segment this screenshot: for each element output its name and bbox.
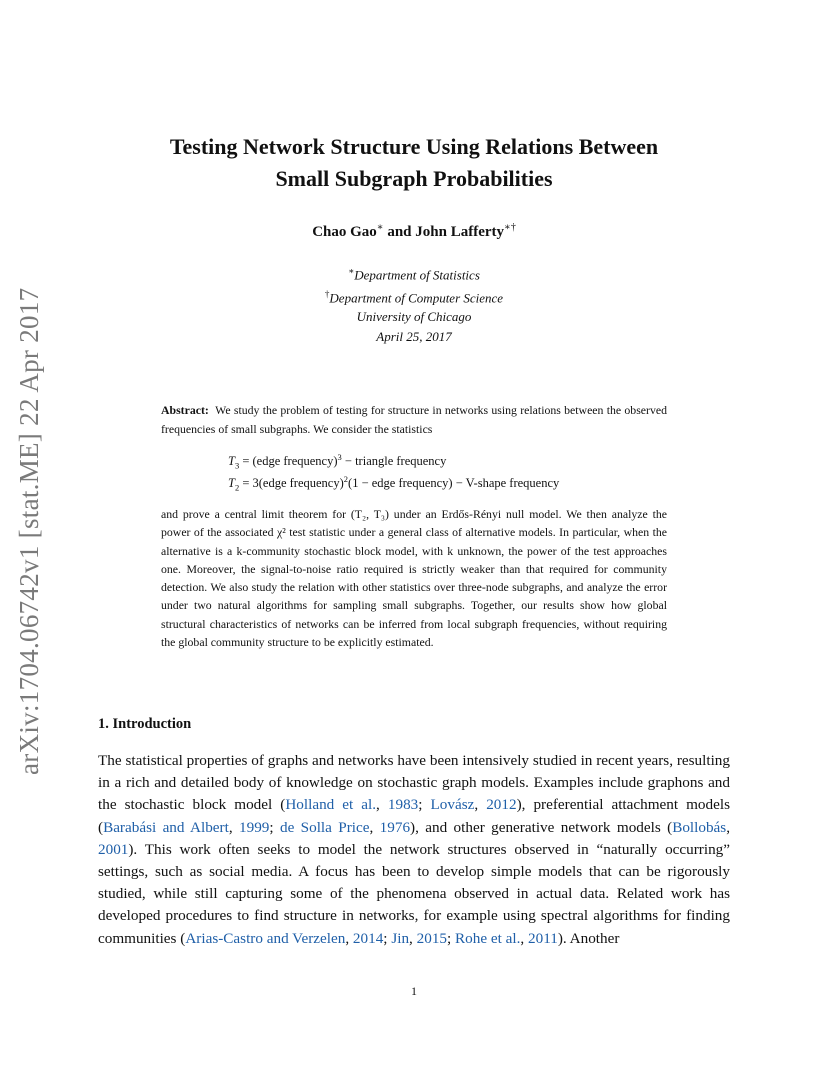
affiliation-1-mark: ∗ <box>348 266 355 276</box>
citation-lovasz-year[interactable]: 2012 <box>486 796 517 814</box>
intro-text: ). This work often seeks to model the network structures observed in “naturally occurring” settings, such as social media. A focus has been to develop simple models that can be rigorously studied, while still capturing some of the phenomena observed in actual data. Related work has developed procedures to find structure in networks, for example using spectral algorithms for finding communities ( <box>98 840 730 947</box>
title-line-2: Small Subgraph Probabilities <box>275 166 553 191</box>
intro-text: ; <box>447 929 456 947</box>
citation-holland[interactable]: Holland et al. <box>285 796 377 814</box>
affiliation-1 <box>0 262 828 285</box>
citation-jin[interactable]: Jin <box>391 929 410 947</box>
page-number: 1 <box>411 984 417 998</box>
citation-rohe[interactable]: Rohe et al. <box>455 929 521 947</box>
citation-separator: , <box>520 929 529 947</box>
author-line <box>0 222 828 241</box>
citation-de-solla-price-year[interactable]: 1976 <box>379 818 411 836</box>
abstract-text-1: We study the problem of testing for structure in networks using relations between the observed frequencies of small subgraphs. We consider the statistics <box>161 403 667 436</box>
affiliation-3: University of Chicago <box>356 308 472 324</box>
equation-t3 <box>228 452 446 471</box>
citation-barabasi-albert-year[interactable]: 1999 <box>239 818 270 836</box>
citation-rohe-year[interactable]: 2011 <box>528 929 558 947</box>
title-line-1: Testing Network Structure Using Relations Between <box>169 134 659 159</box>
arxiv-identifier-stamp: arXiv:1704.06742v1 [stat.ME] 22 Apr 2017 <box>14 287 44 775</box>
abstract-paragraph-1 <box>161 401 667 438</box>
citation-separator: , <box>474 796 487 814</box>
eq2-right-side: (1 − edge frequency) − V-shape frequency <box>348 476 560 491</box>
eq2-middle: = 3(edge frequency) <box>239 476 344 491</box>
intro-text: ; <box>418 796 431 814</box>
citation-arias-castro-verzelen-year[interactable]: 2014 <box>352 929 384 947</box>
citation-lovasz[interactable]: Lovász <box>430 796 475 814</box>
intro-text: ), and other generative network models ( <box>410 818 673 836</box>
author-name-1: Chao Gao <box>312 224 377 240</box>
author-connector: and <box>383 224 416 240</box>
equation-t2 <box>228 474 559 493</box>
citation-separator: , <box>376 796 388 814</box>
citation-separator: , <box>369 818 380 836</box>
intro-text: ), preferential attachment models ( <box>98 796 730 836</box>
eq1-middle: = (edge frequency) <box>239 454 338 469</box>
citation-bollobas-year[interactable]: 2001 <box>98 840 129 858</box>
citation-separator: , <box>345 929 353 947</box>
citation-barabasi-albert[interactable]: Barabási and Albert <box>103 818 229 836</box>
intro-text: ; <box>383 929 392 947</box>
author-1-affiliation-mark: ∗ <box>376 222 384 233</box>
eq2-subscript: 2 <box>234 482 240 493</box>
affiliation-2-mark: † <box>324 288 330 299</box>
abstract-label: Abstract: <box>161 403 209 417</box>
paper-date: April 25, 2017 <box>376 329 452 344</box>
citation-separator: , <box>726 818 730 836</box>
eq1-subscript: 3 <box>234 460 240 471</box>
citation-separator: , <box>409 929 417 947</box>
citation-separator: , <box>228 818 239 836</box>
abstract-paragraph-2: and prove a central limit theorem for (T₂, T₃) under an Erdős-Rényi null model. We then analyze the power of the associated χ² test statistic under a general class of alternative models. In particular, when the alternative is a k-community stochastic block model, with k unknown, the power of the test approaches one. Moreover, the signal-to-noise ratio required is strictly weaker than that required for community detection. We also study the relation with other statistics over three-node subgraphs, and analyze the error under two natural algorithms for sampling small subgraphs. Together, our results show how global structural characteristics of networks can be inferred from local subgraph frequencies, without requiring the global community structure to be explicitly estimated. <box>161 507 667 650</box>
intro-text: The statistical properties of graphs and networks have been intensively studied in recent years, resulting in a rich and detailed body of knowledge on stochastic graph models. Examples include graphons and the stochastic block model ( <box>98 752 730 814</box>
affiliation-2 <box>0 285 828 308</box>
paper-title <box>0 131 828 195</box>
citation-arias-castro-verzelen[interactable]: Arias-Castro and Verzelen <box>185 929 346 947</box>
eq1-superscript: 3 <box>337 452 342 462</box>
intro-text: ). Another <box>557 929 620 947</box>
author-name-2: John Lafferty <box>415 224 505 240</box>
citation-jin-year[interactable]: 2015 <box>416 929 448 947</box>
eq1-right-side: − triangle frequency <box>341 454 447 469</box>
section-heading-introduction: 1. Introduction <box>98 716 192 732</box>
citation-de-solla-price[interactable]: de Solla Price <box>279 818 370 836</box>
citation-bollobas[interactable]: Bollobás <box>672 818 727 836</box>
citation-holland-year[interactable]: 1983 <box>387 796 419 814</box>
eq2-symbol: T <box>228 476 235 491</box>
affiliation-1-text: Department of Statistics <box>354 267 480 283</box>
eq2-superscript: 2 <box>343 474 349 484</box>
introduction-paragraph <box>98 750 730 950</box>
author-2-affiliation-marks: ∗† <box>504 222 516 233</box>
affiliations <box>0 262 828 326</box>
intro-text: ; <box>269 818 280 836</box>
eq1-symbol: T <box>228 454 235 469</box>
affiliation-2-text: Department of Computer Science <box>329 290 504 306</box>
